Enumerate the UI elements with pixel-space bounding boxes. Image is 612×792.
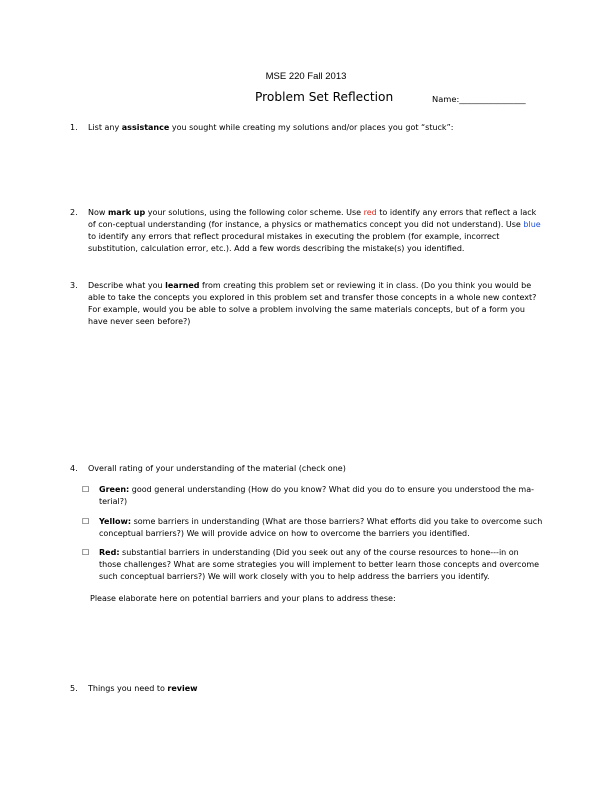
question-5	[70, 683, 198, 695]
question-text: Describe what you	[88, 281, 166, 290]
question-text: you sought while creating my solutions and/or places you got “stuck”:	[169, 123, 454, 132]
option-text: some barriers in understanding (What are those barriers? What efforts did you take to overcome such conceptual barriers?) We will provide advice on how to overcome the barriers you identified.	[99, 517, 543, 538]
checkbox-icon[interactable]: ☐	[82, 517, 90, 526]
rating-option-red	[82, 547, 543, 583]
question-number: 4.	[70, 464, 78, 473]
checkbox-icon[interactable]: ☐	[82, 485, 90, 494]
question-number: 1.	[70, 123, 78, 132]
question-keyword: review	[167, 684, 198, 693]
question-keyword: mark up	[107, 208, 146, 217]
question-text: Now	[88, 208, 108, 217]
question-keyword: learned	[165, 281, 200, 290]
question-text: from creating this problem set or reviewing it in class. (Do you think you would be able to take the concepts you explored in this problem set and transfer those concepts in a whole new context? For example, would you be able to solve a problem involving the same materials concepts, but of a form you have never seen before?)	[88, 281, 537, 326]
page-title: Problem Set Reflection	[255, 90, 394, 104]
option-label: Red:	[99, 548, 120, 557]
question-4	[70, 463, 540, 475]
checkbox-icon[interactable]: ☐	[82, 548, 90, 557]
red-color-word: red	[363, 208, 377, 217]
course-heading: MSE 220 Fall 2013	[265, 71, 347, 82]
rating-option-yellow	[82, 516, 543, 540]
question-text: Things you need to	[88, 684, 168, 693]
question-text: to identify any errors that reflect a lack of con-ceptual understanding (for instance, a physics or mathematics concept you did not understand). Use	[88, 208, 537, 229]
elaborate-prompt: Please elaborate here on potential barriers and your plans to address these:	[90, 594, 396, 603]
name-field[interactable]: Name:________________	[432, 94, 526, 104]
option-label: Green:	[99, 485, 130, 494]
question-1	[70, 122, 548, 134]
option-text: good general understanding (How do you know? What did you do to ensure you understood the ma-terial?)	[99, 485, 535, 506]
question-text: your solutions, using the following color scheme. Use	[145, 208, 364, 217]
question-2	[70, 207, 546, 255]
blue-color-word: blue	[523, 220, 541, 229]
question-text: to identify any errors that reflect procedural mistakes in executing the problem (for example, incorrect substitution, calculation error, etc.). Add a few words describing the mistake(s) you identified.	[88, 232, 500, 253]
question-text: List any	[88, 123, 122, 132]
question-3	[70, 280, 540, 328]
option-text: substantial barriers in understanding (Did you seek out any of the course resources to hone---in on those challenges? What are some strategies you will implement to better learn those concepts and overcome such conceptual barriers?) We will work closely with you to help address the barriers you identify.	[99, 548, 540, 581]
question-number: 3.	[70, 281, 78, 290]
option-label: Yellow:	[99, 517, 132, 526]
question-number: 5.	[70, 684, 78, 693]
question-number: 2.	[70, 208, 78, 217]
rating-option-green	[82, 484, 543, 508]
question-keyword: assistance	[121, 123, 170, 132]
question-text: Overall rating of your understanding of the material (check one)	[88, 464, 346, 473]
